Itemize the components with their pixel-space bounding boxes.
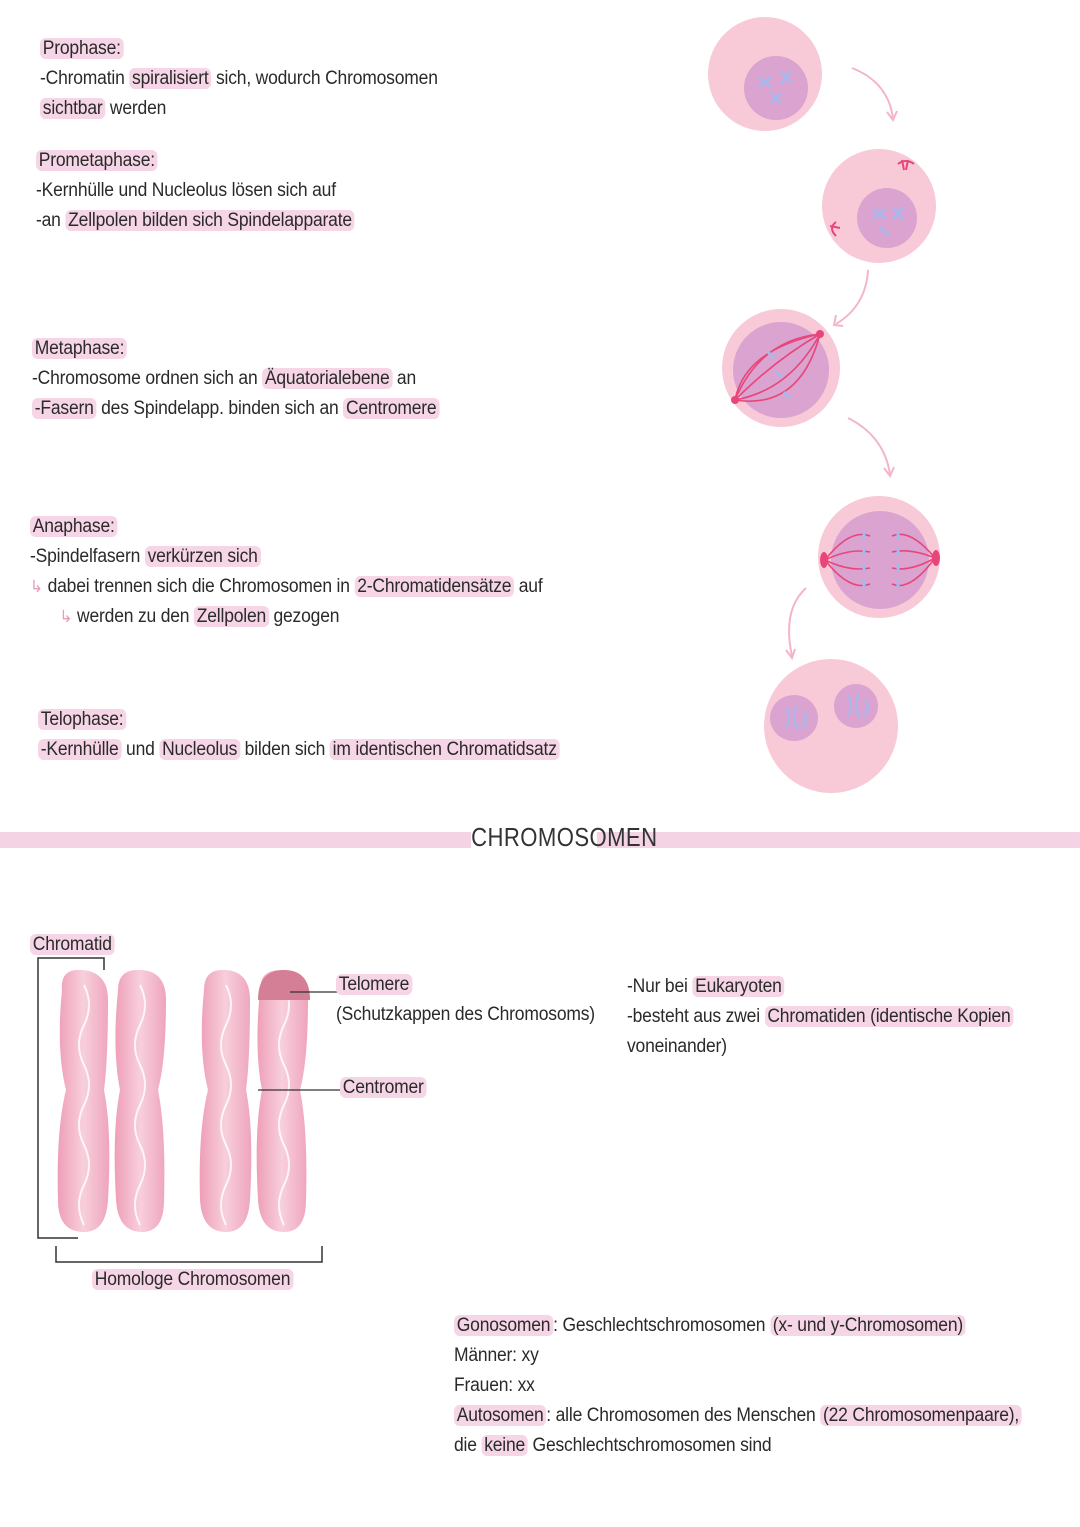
arrow-icon	[852, 68, 893, 118]
prophase-text: -Chromatin	[40, 68, 130, 89]
chromosome-facts	[627, 972, 1013, 1062]
anaphase-text: auf	[514, 576, 543, 597]
arrow-icon	[848, 418, 890, 474]
homolog-label: Homologe Chromosomen	[92, 1269, 293, 1290]
gonosomen-highlight: (x- und y-Chromosomen)	[770, 1315, 966, 1336]
prometaphase-text: -Kernhülle und Nucleolus lösen sich auf	[36, 180, 336, 201]
autosomen-term: Autosomen	[454, 1405, 546, 1426]
telophase-highlight: -Kernhülle	[38, 739, 121, 760]
prometaphase-text: -an	[36, 210, 66, 231]
metaphase-text: des Spindelapp. binden sich an	[96, 398, 344, 419]
return-arrow-icon: ↳	[59, 607, 73, 626]
anaphase-highlight: verkürzen sich	[145, 546, 261, 567]
metaphase-highlight: -Fasern	[32, 398, 96, 419]
arrow-icon	[836, 270, 868, 324]
section-title: CHROMOSOMEN	[471, 822, 658, 852]
chromosome-right	[200, 970, 310, 1232]
autosomen-text: : alle Chromosomen des Menschen	[546, 1405, 821, 1426]
autosomen-text: die	[454, 1435, 482, 1456]
fact-text: -besteht aus zwei	[627, 1006, 765, 1027]
telophase-text: bilden sich	[239, 739, 330, 760]
prophase-highlight: spiralisiert	[129, 68, 211, 89]
chromatid-bracket	[38, 958, 104, 1238]
telomere-cap	[258, 970, 310, 1000]
prophase-text: sich, wodurch Chromosomen	[211, 68, 438, 89]
telophase-cell	[764, 659, 898, 793]
metaphase-text: an	[392, 368, 416, 389]
metaphase-highlight: Centromere	[343, 398, 439, 419]
sex-chromosome-block	[454, 1311, 1022, 1461]
chromatid-label: Chromatid	[30, 934, 114, 955]
metaphase-cell	[722, 309, 840, 427]
prometaphase-title: Prometaphase:	[36, 150, 158, 171]
anaphase-cell	[818, 496, 940, 618]
gonosomen-text: : Geschlechtschromosomen	[553, 1315, 771, 1336]
fact-highlight: Chromatiden (identische Kopien	[765, 1006, 1014, 1027]
prophase-title: Prophase:	[40, 38, 124, 59]
telomere-block	[336, 970, 595, 1030]
telophase-text: und	[121, 739, 160, 760]
telomere-desc: (Schutzkappen des Chromosoms)	[336, 1004, 595, 1025]
prophase-cell	[708, 17, 822, 131]
anaphase-text: gezogen	[268, 606, 340, 627]
chromatid-label-wrap	[30, 930, 114, 960]
return-arrow-icon: ↳	[30, 577, 43, 596]
anaphase-text: dabei trennen sich die Chromosomen in	[47, 576, 355, 597]
autosomen-highlight: (22 Chromosomenpaare),	[820, 1405, 1022, 1426]
anaphase-text: werden zu den	[77, 606, 195, 627]
autosomen-highlight: keine	[481, 1435, 527, 1456]
fact-highlight: Eukaryoten	[692, 976, 784, 997]
centromer-label-wrap	[340, 1073, 426, 1103]
telophase-title: Telophase:	[38, 709, 126, 730]
autosomen-text: Geschlechtschromosomen sind	[527, 1435, 772, 1456]
gonosomen-term: Gonosomen	[454, 1315, 553, 1336]
metaphase-title: Metaphase:	[32, 338, 127, 359]
anaphase-title: Anaphase:	[30, 516, 117, 537]
anaphase-text: -Spindelfasern	[30, 546, 145, 567]
maenner-text: Männer: xy	[454, 1345, 539, 1366]
anaphase-highlight: 2-Chromatidensätze	[354, 576, 514, 597]
arrow-icon	[789, 588, 806, 656]
prophase-highlight: sichtbar	[40, 98, 105, 119]
fact-text: voneinander)	[627, 1036, 727, 1057]
metaphase-text: -Chromosome ordnen sich an	[32, 368, 263, 389]
prometaphase-highlight: Zellpolen bilden sich Spindelapparate	[65, 210, 354, 231]
chromosome-left	[58, 970, 166, 1232]
centromer-label: Centromer	[340, 1077, 426, 1098]
fact-text: -Nur bei	[627, 976, 693, 997]
prometaphase-cell	[822, 149, 936, 263]
homolog-label-wrap	[92, 1265, 293, 1295]
homolog-bracket	[56, 1246, 322, 1262]
metaphase-highlight: Äquatorialebene	[262, 368, 392, 389]
frauen-text: Frauen: xx	[454, 1375, 535, 1396]
anaphase-highlight: Zellpolen	[194, 606, 269, 627]
telophase-highlight: Nucleolus	[159, 739, 240, 760]
telomere-label: Telomere	[336, 974, 412, 995]
prophase-text: werden	[105, 98, 167, 119]
telophase-highlight: im identischen Chromatidsatz	[330, 739, 560, 760]
